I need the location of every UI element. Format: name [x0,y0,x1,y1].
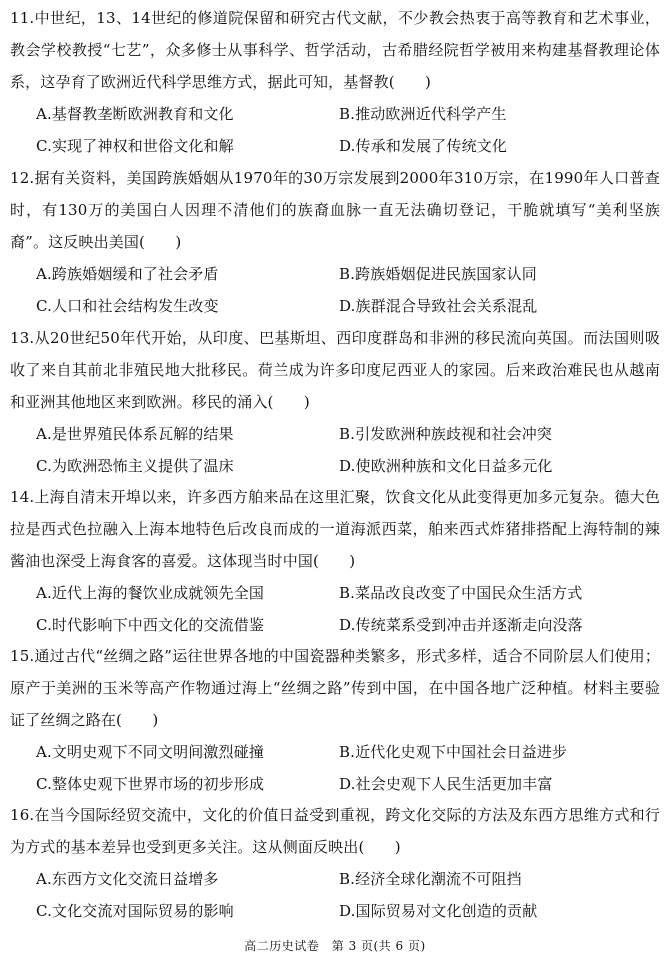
question-options [0,577,670,641]
option-d: D.族群混合导致社会关系混乱 [339,297,538,315]
question-14 [0,481,670,641]
option-a: A.是世界殖民体系瓦解的结果 [36,425,234,443]
question-stem: 16.在当今国际经贸交流中，文化的价值日益受到重视，跨文化交际的方法及东西方思维方式和行为方式的基本差异也受到更多关注。这从侧面反映出( ) [10,806,660,856]
question-stem: 13.从20世纪50年代开始，从印度、巴基斯坦、西印度群岛和非洲的移民流向英国。而法国则吸收了来自其前北非殖民地大批移民。荷兰成为许多印度尼西亚人的家园。后来政治难民也从越南和亚洲其他地区来到欧洲。移民的涌入( ) [10,329,660,411]
question-options [0,736,670,800]
option-c: C.为欧洲恐怖主义提供了温床 [36,457,234,475]
option-b: B.菜品改良改变了中国民众生活方式 [339,584,583,602]
option-d: D.社会史观下人民生活更加丰富 [339,775,553,793]
question-11 [0,2,670,162]
question-13 [0,322,670,482]
option-b: B.引发欧洲种族歧视和社会冲突 [339,425,553,443]
option-c: C.实现了神权和世俗文化和解 [36,137,234,155]
option-c: C.人口和社会结构发生改变 [36,297,219,315]
question-options [0,98,670,162]
option-d: D.国际贸易对文化创造的贡献 [339,902,538,920]
option-d: D.传统菜系受到冲击并逐渐走向没落 [339,616,583,634]
question-options [0,258,670,322]
option-a: A.基督教垄断欧洲教育和文化 [36,105,234,123]
page-footer: 高二历史试卷 第 3 页(共 6 页) [244,939,426,953]
question-15 [0,640,670,800]
question-16 [0,799,670,927]
question-12 [0,162,670,322]
question-stem: 15.通过古代“丝绸之路”运往世界各地的中国瓷器种类繁多，形式多样，适合不同阶层人们使用；原产于美洲的玉米等高产作物通过海上“丝绸之路”传到中国，在中国各地广泛种植。材料主要验证了丝绸之路在( ) [10,647,660,729]
option-b: B.跨族婚姻促进民族国家认同 [339,265,537,283]
option-a: A.跨族婚姻缓和了社会矛盾 [36,265,219,283]
option-a: A.近代上海的餐饮业成就领先全国 [36,584,265,602]
question-options [0,863,670,927]
option-a: A.东西方文化交流日益增多 [36,870,219,888]
option-b: B.经济全球化潮流不可阻挡 [339,870,522,888]
option-d: D.使欧洲种族和文化日益多元化 [339,457,553,475]
option-c: C.文化交流对国际贸易的影响 [36,902,234,920]
question-options [0,418,670,482]
option-b: B.近代化史观下中国社会日益进步 [339,743,568,761]
question-stem: 12.据有关资料，美国跨族婚姻从1970年的30万宗发展到2000年310万宗，在1990年人口普查时，有130万的美国白人因理不清他们的族裔血脉一直无法确切登记，干脆就填写“美利坚族裔”。这反映出美国( ) [10,169,660,251]
option-c: C.整体史观下世界市场的初步形成 [36,775,265,793]
question-stem: 14.上海自清末开埠以来，许多西方舶来品在这里汇聚，饮食文化从此变得更加多元复杂。德大色拉是西式色拉融入上海本地特色后改良而成的一道海派西菜，舶来西式炸猪排搭配上海特制的辣酱油也深受上海食客的喜爱。这体现当时中国( ) [10,488,660,570]
option-c: C.时代影响下中西文化的交流借鉴 [36,616,265,634]
question-stem: 11.中世纪，13、14世纪的修道院保留和研究古代文献，不少教会热衷于高等教育和艺术事业，教会学校教授“七艺”，众多修士从事科学、哲学活动，古希腊经院哲学被用来构建基督教理论体系，这孕育了欧洲近代科学思维方式，据此可知，基督教( ) [10,9,660,91]
option-a: A.文明史观下不同文明间激烈碰撞 [36,743,265,761]
option-b: B.推动欧洲近代科学产生 [339,105,507,123]
option-d: D.传承和发展了传统文化 [339,137,508,155]
